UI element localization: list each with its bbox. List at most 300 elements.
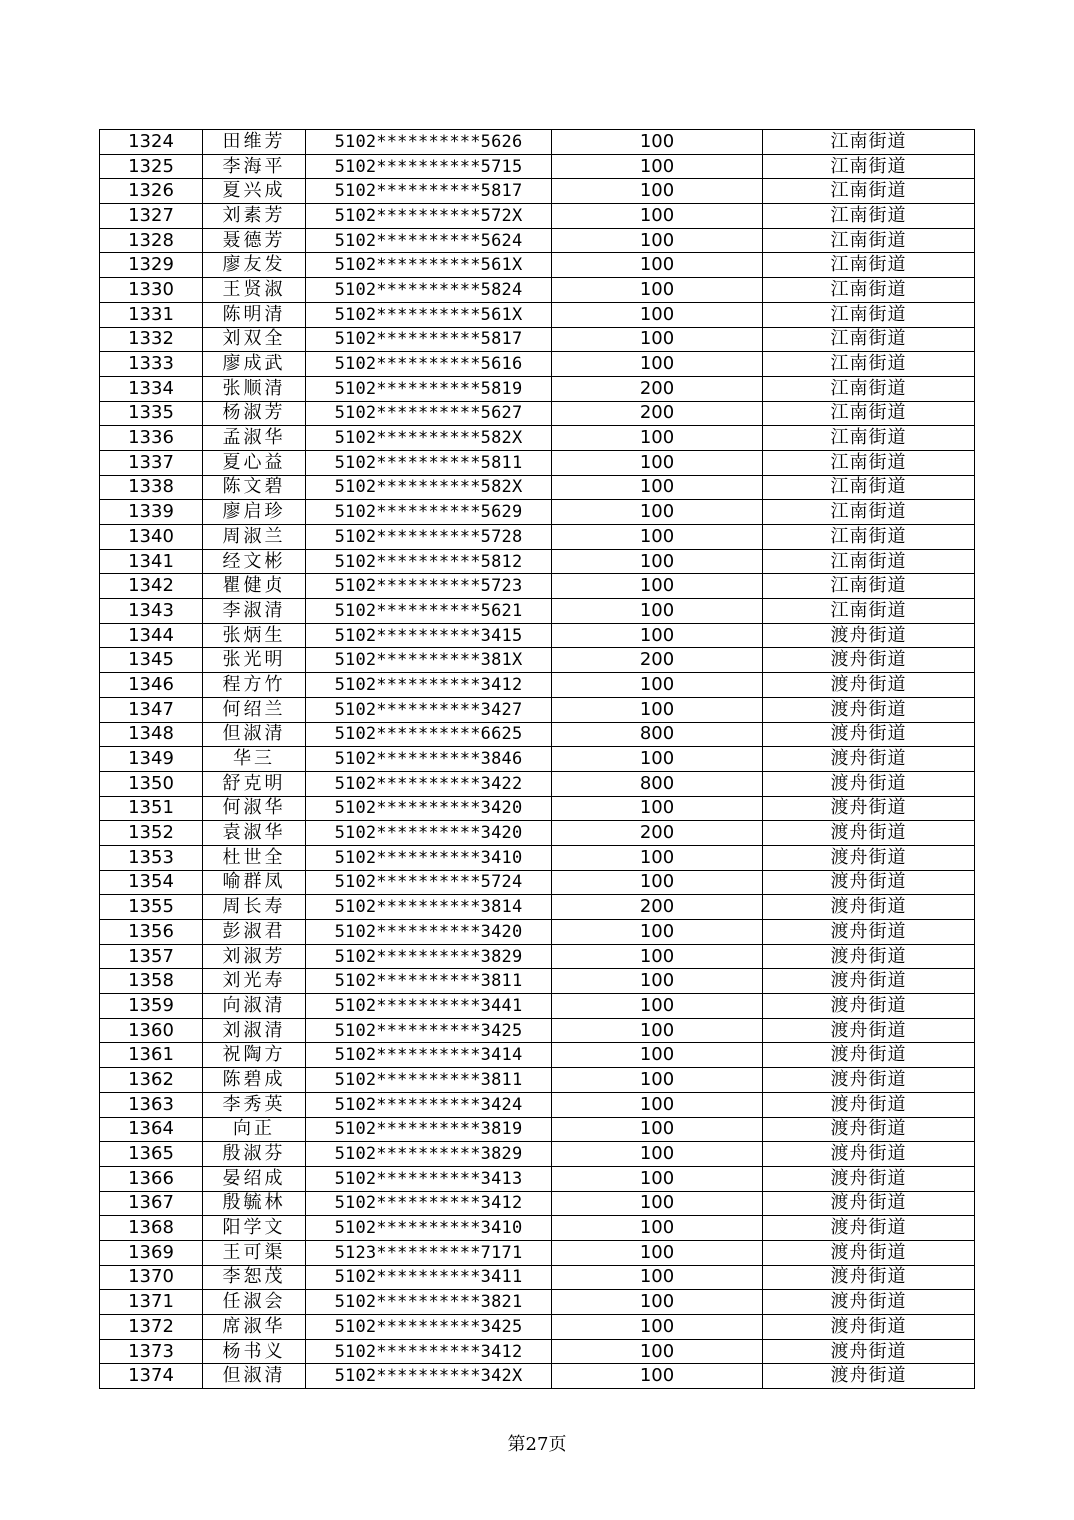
name-cell: 彭淑君 [203,920,306,945]
id-number-cell: 5102**********3412 [306,1191,552,1216]
row-number-cell: 1339 [100,500,203,525]
row-number-cell: 1374 [100,1364,203,1389]
table-row [100,549,975,574]
name-cell: 王可渠 [203,1240,306,1265]
name-cell: 向淑清 [203,994,306,1019]
id-number-cell: 5102**********5627 [306,401,552,426]
row-number-cell: 1346 [100,673,203,698]
street-cell: 渡舟街道 [763,944,975,969]
id-number-cell: 5102**********3414 [306,1043,552,1068]
name-cell: 但淑清 [203,722,306,747]
table-row [100,944,975,969]
name-cell: 杜世全 [203,845,306,870]
table-row [100,747,975,772]
row-number-cell: 1367 [100,1191,203,1216]
table-row [100,771,975,796]
street-cell: 江南街道 [763,599,975,624]
id-number-cell: 5102**********5811 [306,450,552,475]
row-number-cell: 1345 [100,648,203,673]
id-number-cell: 5102**********3811 [306,969,552,994]
id-number-cell: 5123**********7171 [306,1240,552,1265]
row-number-cell: 1340 [100,525,203,550]
row-number-cell: 1327 [100,204,203,229]
row-number-cell: 1342 [100,574,203,599]
street-cell: 渡舟街道 [763,1290,975,1315]
name-cell: 殷毓林 [203,1191,306,1216]
id-number-cell: 5102**********561X [306,302,552,327]
street-cell: 江南街道 [763,253,975,278]
amount-cell: 200 [552,895,763,920]
amount-cell: 100 [552,179,763,204]
row-number-cell: 1325 [100,154,203,179]
table-row [100,1290,975,1315]
amount-cell: 100 [552,1240,763,1265]
name-cell: 华三 [203,747,306,772]
id-number-cell: 5102**********3415 [306,623,552,648]
row-number-cell: 1324 [100,130,203,155]
name-cell: 瞿健贞 [203,574,306,599]
id-number-cell: 5102**********5824 [306,278,552,303]
street-cell: 渡舟街道 [763,771,975,796]
name-cell: 舒克明 [203,771,306,796]
amount-cell: 100 [552,1166,763,1191]
amount-cell: 100 [552,500,763,525]
amount-cell: 100 [552,623,763,648]
row-number-cell: 1368 [100,1216,203,1241]
name-cell: 席淑华 [203,1315,306,1340]
name-cell: 阳学文 [203,1216,306,1241]
amount-cell: 100 [552,450,763,475]
amount-cell: 100 [552,1068,763,1093]
amount-cell: 200 [552,648,763,673]
id-number-cell: 5102**********3819 [306,1117,552,1142]
amount-cell: 100 [552,1364,763,1389]
name-cell: 周淑兰 [203,525,306,550]
street-cell: 渡舟街道 [763,1216,975,1241]
table-row [100,1142,975,1167]
name-cell: 张炳生 [203,623,306,648]
name-cell: 周长寿 [203,895,306,920]
name-cell: 杨书义 [203,1339,306,1364]
name-cell: 张光明 [203,648,306,673]
row-number-cell: 1331 [100,302,203,327]
table-row [100,920,975,945]
amount-cell: 100 [552,673,763,698]
amount-cell: 100 [552,1290,763,1315]
row-number-cell: 1349 [100,747,203,772]
id-number-cell: 5102**********3410 [306,1216,552,1241]
name-cell: 晏绍成 [203,1166,306,1191]
id-number-cell: 5102**********3420 [306,796,552,821]
table-row [100,722,975,747]
row-number-cell: 1353 [100,845,203,870]
row-number-cell: 1358 [100,969,203,994]
id-number-cell: 5102**********5624 [306,228,552,253]
id-number-cell: 5102**********5629 [306,500,552,525]
id-number-cell: 5102**********3411 [306,1265,552,1290]
street-cell: 渡舟街道 [763,673,975,698]
street-cell: 渡舟街道 [763,1265,975,1290]
id-number-cell: 5102**********6625 [306,722,552,747]
row-number-cell: 1335 [100,401,203,426]
street-cell: 渡舟街道 [763,994,975,1019]
name-cell: 程方竹 [203,673,306,698]
id-number-cell: 5102**********5819 [306,376,552,401]
id-number-cell: 5102**********3821 [306,1290,552,1315]
table-row [100,796,975,821]
row-number-cell: 1334 [100,376,203,401]
street-cell: 渡舟街道 [763,1339,975,1364]
amount-cell: 200 [552,401,763,426]
amount-cell: 200 [552,821,763,846]
row-number-cell: 1336 [100,426,203,451]
name-cell: 陈碧成 [203,1068,306,1093]
table-row [100,302,975,327]
amount-cell: 100 [552,278,763,303]
id-number-cell: 5102**********5616 [306,352,552,377]
amount-cell: 800 [552,722,763,747]
row-number-cell: 1369 [100,1240,203,1265]
amount-cell: 100 [552,228,763,253]
street-cell: 渡舟街道 [763,821,975,846]
id-number-cell: 5102**********5724 [306,870,552,895]
name-cell: 田维芳 [203,130,306,155]
table-row [100,994,975,1019]
amount-cell: 100 [552,1339,763,1364]
table-row [100,500,975,525]
name-cell: 殷淑芬 [203,1142,306,1167]
id-number-cell: 5102**********381X [306,648,552,673]
row-number-cell: 1333 [100,352,203,377]
name-cell: 李恕茂 [203,1265,306,1290]
table-row [100,525,975,550]
street-cell: 江南街道 [763,130,975,155]
row-number-cell: 1337 [100,450,203,475]
name-cell: 刘双全 [203,327,306,352]
id-number-cell: 5102**********3412 [306,673,552,698]
amount-cell: 100 [552,130,763,155]
table-row [100,1339,975,1364]
name-cell: 杨淑芳 [203,401,306,426]
amount-cell: 100 [552,253,763,278]
street-cell: 渡舟街道 [763,1364,975,1389]
amount-cell: 100 [552,944,763,969]
row-number-cell: 1348 [100,722,203,747]
row-number-cell: 1332 [100,327,203,352]
name-cell: 陈文碧 [203,475,306,500]
table-body [100,130,975,1389]
name-cell: 何淑华 [203,796,306,821]
row-number-cell: 1362 [100,1068,203,1093]
amount-cell: 100 [552,796,763,821]
row-number-cell: 1364 [100,1117,203,1142]
street-cell: 渡舟街道 [763,722,975,747]
row-number-cell: 1329 [100,253,203,278]
name-cell: 但淑清 [203,1364,306,1389]
name-cell: 陈明清 [203,302,306,327]
row-number-cell: 1366 [100,1166,203,1191]
amount-cell: 100 [552,302,763,327]
table-row [100,623,975,648]
amount-cell: 100 [552,204,763,229]
row-number-cell: 1338 [100,475,203,500]
id-number-cell: 5102**********582X [306,475,552,500]
row-number-cell: 1354 [100,870,203,895]
id-number-cell: 5102**********3829 [306,1142,552,1167]
row-number-cell: 1343 [100,599,203,624]
row-number-cell: 1326 [100,179,203,204]
street-cell: 渡舟街道 [763,895,975,920]
table-row [100,327,975,352]
amount-cell: 100 [552,1117,763,1142]
table-row [100,673,975,698]
row-number-cell: 1328 [100,228,203,253]
street-cell: 江南街道 [763,450,975,475]
street-cell: 江南街道 [763,500,975,525]
row-number-cell: 1359 [100,994,203,1019]
amount-cell: 100 [552,599,763,624]
table-row [100,475,975,500]
name-cell: 廖友发 [203,253,306,278]
street-cell: 江南街道 [763,302,975,327]
table-row [100,969,975,994]
id-number-cell: 5102**********3424 [306,1092,552,1117]
amount-cell: 100 [552,920,763,945]
street-cell: 渡舟街道 [763,1240,975,1265]
amount-cell: 100 [552,475,763,500]
id-number-cell: 5102**********3425 [306,1315,552,1340]
table-row [100,1166,975,1191]
id-number-cell: 5102**********3420 [306,920,552,945]
name-cell: 经文彬 [203,549,306,574]
street-cell: 渡舟街道 [763,1117,975,1142]
name-cell: 刘素芳 [203,204,306,229]
id-number-cell: 5102**********3427 [306,697,552,722]
street-cell: 渡舟街道 [763,1092,975,1117]
street-cell: 渡舟街道 [763,845,975,870]
id-number-cell: 5102**********5723 [306,574,552,599]
row-number-cell: 1357 [100,944,203,969]
street-cell: 渡舟街道 [763,697,975,722]
row-number-cell: 1350 [100,771,203,796]
row-number-cell: 1341 [100,549,203,574]
name-cell: 夏兴成 [203,179,306,204]
street-cell: 渡舟街道 [763,1068,975,1093]
id-number-cell: 5102**********5626 [306,130,552,155]
amount-cell: 100 [552,154,763,179]
street-cell: 江南街道 [763,525,975,550]
table-row [100,278,975,303]
row-number-cell: 1347 [100,697,203,722]
page-number: 第27页 [507,1434,567,1455]
name-cell: 刘光寿 [203,969,306,994]
amount-cell: 100 [552,352,763,377]
table-row [100,1043,975,1068]
table-row [100,648,975,673]
id-number-cell: 5102**********3811 [306,1068,552,1093]
amount-cell: 100 [552,426,763,451]
table-row [100,697,975,722]
table-row [100,1240,975,1265]
street-cell: 江南街道 [763,228,975,253]
amount-cell: 100 [552,1018,763,1043]
row-number-cell: 1344 [100,623,203,648]
row-number-cell: 1360 [100,1018,203,1043]
amount-cell: 100 [552,525,763,550]
name-cell: 刘淑芳 [203,944,306,969]
table-row [100,204,975,229]
street-cell: 江南街道 [763,574,975,599]
amount-cell: 200 [552,376,763,401]
roster-table [99,129,975,1389]
street-cell: 渡舟街道 [763,747,975,772]
row-number-cell: 1356 [100,920,203,945]
amount-cell: 100 [552,1315,763,1340]
amount-cell: 100 [552,327,763,352]
id-number-cell: 5102**********3846 [306,747,552,772]
table-row [100,376,975,401]
street-cell: 江南街道 [763,154,975,179]
table-row [100,401,975,426]
street-cell: 江南街道 [763,352,975,377]
name-cell: 袁淑华 [203,821,306,846]
street-cell: 渡舟街道 [763,623,975,648]
table-row [100,179,975,204]
row-number-cell: 1351 [100,796,203,821]
street-cell: 渡舟街道 [763,648,975,673]
street-cell: 江南街道 [763,204,975,229]
street-cell: 渡舟街道 [763,1315,975,1340]
street-cell: 江南街道 [763,549,975,574]
street-cell: 江南街道 [763,475,975,500]
row-number-cell: 1361 [100,1043,203,1068]
name-cell: 夏心益 [203,450,306,475]
street-cell: 渡舟街道 [763,1142,975,1167]
street-cell: 渡舟街道 [763,1166,975,1191]
row-number-cell: 1371 [100,1290,203,1315]
name-cell: 向正 [203,1117,306,1142]
id-number-cell: 5102**********3425 [306,1018,552,1043]
amount-cell: 100 [552,549,763,574]
street-cell: 渡舟街道 [763,1191,975,1216]
table-row [100,1191,975,1216]
street-cell: 渡舟街道 [763,1018,975,1043]
table-row [100,1092,975,1117]
amount-cell: 100 [552,697,763,722]
id-number-cell: 5102**********342X [306,1364,552,1389]
street-cell: 江南街道 [763,376,975,401]
row-number-cell: 1370 [100,1265,203,1290]
name-cell: 张顺清 [203,376,306,401]
id-number-cell: 5102**********3441 [306,994,552,1019]
name-cell: 廖成武 [203,352,306,377]
row-number-cell: 1352 [100,821,203,846]
row-number-cell: 1355 [100,895,203,920]
table-row [100,599,975,624]
name-cell: 何绍兰 [203,697,306,722]
id-number-cell: 5102**********3814 [306,895,552,920]
amount-cell: 100 [552,747,763,772]
street-cell: 渡舟街道 [763,969,975,994]
id-number-cell: 5102**********3410 [306,845,552,870]
table-row [100,574,975,599]
table-row [100,1216,975,1241]
name-cell: 王贤淑 [203,278,306,303]
id-number-cell: 5102**********3420 [306,821,552,846]
table-row [100,821,975,846]
id-number-cell: 5102**********561X [306,253,552,278]
name-cell: 聂德芳 [203,228,306,253]
amount-cell: 100 [552,1043,763,1068]
amount-cell: 100 [552,994,763,1019]
name-cell: 刘淑清 [203,1018,306,1043]
table-row [100,1315,975,1340]
table-row [100,1265,975,1290]
id-number-cell: 5102**********3412 [306,1339,552,1364]
amount-cell: 100 [552,1142,763,1167]
street-cell: 江南街道 [763,401,975,426]
table-row [100,870,975,895]
name-cell: 孟淑华 [203,426,306,451]
id-number-cell: 5102**********5715 [306,154,552,179]
id-number-cell: 5102**********5728 [306,525,552,550]
table-row [100,154,975,179]
table-row [100,253,975,278]
id-number-cell: 5102**********582X [306,426,552,451]
name-cell: 李秀英 [203,1092,306,1117]
street-cell: 渡舟街道 [763,1043,975,1068]
street-cell: 渡舟街道 [763,870,975,895]
name-cell: 廖启珍 [203,500,306,525]
amount-cell: 100 [552,870,763,895]
street-cell: 江南街道 [763,327,975,352]
street-cell: 渡舟街道 [763,796,975,821]
row-number-cell: 1372 [100,1315,203,1340]
table-row [100,845,975,870]
id-number-cell: 5102**********3422 [306,771,552,796]
table-row [100,1068,975,1093]
id-number-cell: 5102**********572X [306,204,552,229]
name-cell: 喻群凤 [203,870,306,895]
name-cell: 李海平 [203,154,306,179]
street-cell: 江南街道 [763,179,975,204]
amount-cell: 100 [552,1265,763,1290]
table-row [100,1364,975,1389]
table-row [100,130,975,155]
row-number-cell: 1365 [100,1142,203,1167]
amount-cell: 100 [552,845,763,870]
id-number-cell: 5102**********5812 [306,549,552,574]
amount-cell: 100 [552,1092,763,1117]
table-row [100,1018,975,1043]
name-cell: 祝陶方 [203,1043,306,1068]
amount-cell: 100 [552,574,763,599]
id-number-cell: 5102**********3413 [306,1166,552,1191]
amount-cell: 100 [552,1191,763,1216]
row-number-cell: 1363 [100,1092,203,1117]
row-number-cell: 1373 [100,1339,203,1364]
table-row [100,352,975,377]
amount-cell: 800 [552,771,763,796]
name-cell: 任淑会 [203,1290,306,1315]
id-number-cell: 5102**********3829 [306,944,552,969]
street-cell: 江南街道 [763,278,975,303]
id-number-cell: 5102**********5621 [306,599,552,624]
street-cell: 江南街道 [763,426,975,451]
table-row [100,228,975,253]
table-row [100,895,975,920]
id-number-cell: 5102**********5817 [306,179,552,204]
